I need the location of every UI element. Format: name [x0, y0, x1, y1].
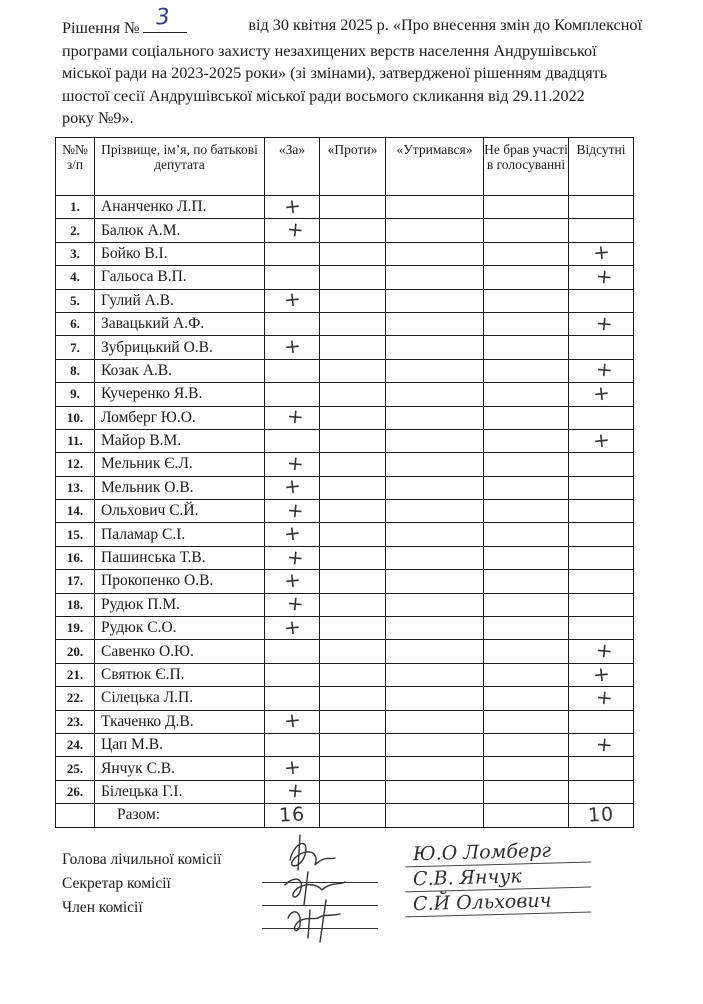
total-abstain-cell [386, 804, 484, 827]
vote-mark: + [282, 707, 302, 734]
vote-cell-absent [569, 196, 634, 219]
table-row [56, 710, 634, 733]
deputy-name: Ткаченко Д.В. [95, 710, 265, 733]
vote-cell-abstain [386, 570, 484, 593]
header-absent: Відсутні [569, 138, 634, 196]
total-for: 16 [278, 803, 306, 828]
vote-cell-not-voted [484, 780, 569, 803]
header-against: «Проти» [320, 138, 386, 196]
vote-mark: + [591, 660, 611, 687]
vote-cell-abstain [386, 710, 484, 733]
vote-cell-for [265, 546, 320, 569]
vote-cell-against [320, 757, 386, 780]
row-number: 17. [56, 570, 95, 593]
vote-cell-abstain [386, 219, 484, 242]
vote-cell-absent [569, 239, 634, 266]
row-number: 26. [56, 780, 95, 803]
table-row [56, 663, 634, 686]
vote-mark: + [591, 426, 611, 453]
vote-cell-abstain [386, 617, 484, 640]
vote-cell-absent [569, 523, 634, 546]
deputy-name: Білецька Г.І. [95, 780, 265, 803]
table-row [56, 359, 634, 382]
vote-cell-against [320, 312, 386, 335]
vote-cell-abstain [386, 476, 484, 499]
deputy-name: Кучеренко Я.В. [95, 383, 265, 406]
table-row [56, 406, 634, 429]
deputy-name: Рудюк С.О. [95, 617, 265, 640]
row-number: 20. [56, 640, 95, 663]
table-row [56, 780, 634, 803]
chair-name: Ю.О Ломберг [405, 838, 592, 868]
vote-cell-absent [569, 637, 634, 664]
vote-cell-abstain [386, 242, 484, 265]
vote-cell-against [320, 219, 386, 242]
vote-cell-absent [569, 546, 634, 569]
vote-cell-for [265, 450, 320, 476]
deputy-name: Гальоса В.П. [95, 266, 265, 289]
row-number: 22. [56, 687, 95, 710]
row-number: 5. [56, 289, 95, 312]
vote-cell-against [320, 570, 386, 593]
vote-cell-abstain [386, 757, 484, 780]
row-number: 12. [56, 453, 95, 476]
vote-cell-against [320, 196, 386, 219]
vote-mark: + [594, 637, 614, 664]
vote-cell-abstain [386, 312, 484, 335]
vote-cell-absent [569, 684, 634, 710]
vote-cell-not-voted [484, 336, 569, 359]
vote-mark: + [285, 497, 305, 523]
row-number: 7. [56, 336, 95, 359]
vote-cell-against [320, 289, 386, 312]
vote-cell-abstain [386, 733, 484, 756]
member-name: С.Й Ольхович [405, 888, 592, 918]
vote-cell-for [265, 383, 320, 406]
vote-cell-not-voted [484, 266, 569, 289]
deputy-name: Прокопенко О.В. [95, 570, 265, 593]
vote-cell-for [265, 590, 320, 617]
vote-cell-against [320, 453, 386, 476]
vote-cell-absent [569, 312, 634, 335]
vote-cell-absent [569, 406, 634, 429]
vote-cell-abstain [386, 593, 484, 616]
vote-cell-not-voted [484, 733, 569, 756]
table-row [56, 757, 634, 780]
table-row [56, 219, 634, 242]
table-row [56, 429, 634, 452]
vote-mark: + [285, 778, 305, 804]
vote-cell-for [265, 567, 320, 593]
vote-cell-against [320, 500, 386, 523]
vote-mark: + [594, 263, 614, 289]
vote-cell-abstain [386, 196, 484, 219]
vote-cell-against [320, 687, 386, 710]
table-row [56, 593, 634, 616]
vote-cell-absent [569, 453, 634, 476]
total-against-cell [320, 804, 386, 827]
vote-cell-absent [569, 617, 634, 640]
vote-cell-not-voted [484, 523, 569, 546]
vote-cell-for [265, 687, 320, 710]
vote-cell-against [320, 640, 386, 663]
vote-cell-absent [569, 476, 634, 499]
vote-cell-abstain [386, 640, 484, 663]
decision-number: 3 [155, 4, 172, 31]
row-number: 21. [56, 663, 95, 686]
deputy-name: Сілецька Л.П. [95, 687, 265, 710]
deputy-name: Ананченко Л.П. [95, 196, 265, 219]
deputy-name: Савенко О.Ю. [95, 640, 265, 663]
member-label: Член комісії [62, 899, 143, 916]
deputy-name: Завацький А.Ф. [95, 312, 265, 335]
vote-cell-against [320, 266, 386, 289]
voting-table-body [56, 192, 634, 804]
vote-cell-abstain [386, 687, 484, 710]
vote-cell-for [265, 192, 320, 219]
vote-cell-against [320, 546, 386, 569]
vote-cell-for [265, 266, 320, 289]
vote-cell-for [265, 216, 320, 243]
vote-mark: + [285, 590, 305, 617]
header-line-5: року №9». [62, 109, 134, 127]
vote-cell-for [265, 497, 320, 523]
row-number: 4. [56, 266, 95, 289]
signature-labels [62, 848, 221, 920]
table-row [56, 336, 634, 359]
vote-mark: + [282, 192, 302, 219]
vote-cell-against [320, 336, 386, 359]
vote-cell-absent [569, 500, 634, 523]
vote-cell-not-voted [484, 476, 569, 499]
row-number: 6. [56, 312, 95, 335]
vote-mark: + [285, 544, 305, 570]
deputy-name: Гулий А.В. [95, 289, 265, 312]
vote-cell-not-voted [484, 617, 569, 640]
deputy-name: Бойко В.І. [95, 242, 265, 265]
row-number: 15. [56, 523, 95, 546]
vote-cell-not-voted [484, 312, 569, 335]
row-number: 2. [56, 219, 95, 242]
table-row [56, 242, 634, 265]
table-row [56, 570, 634, 593]
vote-cell-abstain [386, 453, 484, 476]
vote-cell-for [265, 286, 320, 313]
vote-mark: + [594, 310, 614, 336]
vote-mark: + [594, 356, 614, 383]
header-line-3: міської ради на 2023-2025 роки» (зі змінами), затвердженої рішенням двадцять [62, 64, 608, 82]
vote-cell-for [265, 242, 320, 265]
secretary-label: Секретар комісії [62, 875, 171, 892]
voting-table [55, 137, 634, 828]
row-number: 11. [56, 429, 95, 452]
vote-cell-for [265, 707, 320, 734]
deputy-name: Балюк А.М. [95, 219, 265, 242]
deputy-name: Пашинська Т.В. [95, 546, 265, 569]
vote-cell-not-voted [484, 383, 569, 406]
table-row [56, 500, 634, 523]
vote-mark: + [591, 380, 611, 406]
deputy-name: Мельник Є.Л. [95, 453, 265, 476]
row-number: 10. [56, 406, 95, 429]
vote-cell-abstain [386, 663, 484, 686]
vote-cell-not-voted [484, 593, 569, 616]
deputy-name: Майор В.М. [95, 429, 265, 452]
vote-cell-absent [569, 336, 634, 359]
vote-mark: + [282, 613, 302, 640]
vote-cell-abstain [386, 359, 484, 382]
vote-cell-against [320, 383, 386, 406]
row-number: 24. [56, 733, 95, 756]
vote-mark: + [282, 754, 302, 780]
vote-cell-for [265, 733, 320, 756]
table-header-row [56, 138, 634, 196]
deputy-name: Мельник О.В. [95, 476, 265, 499]
vote-cell-not-voted [484, 663, 569, 686]
vote-cell-for [265, 520, 320, 546]
vote-cell-absent [569, 289, 634, 312]
vote-cell-abstain [386, 289, 484, 312]
total-not-voted-cell [484, 804, 569, 827]
vote-mark: + [285, 403, 305, 430]
deputy-name: Козак А.В. [95, 359, 265, 382]
vote-cell-abstain [386, 406, 484, 429]
vote-cell-absent [569, 733, 634, 756]
decision-number-field [143, 4, 187, 33]
deputy-name: Цап М.В. [95, 733, 265, 756]
table-row [56, 266, 634, 289]
vote-cell-against [320, 663, 386, 686]
vote-cell-abstain [386, 546, 484, 569]
deputy-name: Янчук С.В. [95, 757, 265, 780]
vote-cell-not-voted [484, 570, 569, 593]
vote-mark: + [282, 473, 302, 500]
vote-cell-against [320, 733, 386, 756]
total-num-cell [56, 804, 95, 827]
table-row [56, 383, 634, 406]
vote-cell-against [320, 523, 386, 546]
total-absent: 10 [587, 803, 615, 828]
handwritten-names [405, 840, 591, 915]
vote-cell-against [320, 710, 386, 733]
total-label: Разом: [95, 804, 265, 827]
header-line-2: програми соціального захисту незахищених верств населення Андрушівської [62, 41, 597, 60]
row-number: 1. [56, 196, 95, 219]
vote-mark: + [594, 731, 614, 757]
vote-cell-absent [569, 426, 634, 453]
vote-cell-abstain [386, 336, 484, 359]
vote-cell-absent [569, 660, 634, 687]
row-number: 13. [56, 476, 95, 499]
vote-cell-not-voted [484, 429, 569, 452]
vote-cell-against [320, 780, 386, 803]
vote-cell-abstain [386, 523, 484, 546]
vote-cell-abstain [386, 780, 484, 803]
table-row [56, 617, 634, 640]
vote-cell-against [320, 406, 386, 429]
vote-cell-not-voted [484, 406, 569, 429]
vote-mark: + [282, 520, 302, 546]
secretary-name: С.В. Янчук [405, 863, 592, 893]
deputy-name: Ольхович С.Й. [95, 500, 265, 523]
header-line-4: шостої сесії Андрушівської міської ради восьмого скликання від 29.11.2022 [62, 86, 585, 105]
vote-cell-not-voted [484, 242, 569, 265]
decision-date-title: від 30 квітня 2025 р. «Про внесення змін до Комплексної [248, 16, 642, 34]
vote-cell-against [320, 242, 386, 265]
total-for-cell [265, 804, 320, 827]
table-row [56, 476, 634, 499]
vote-cell-against [320, 359, 386, 382]
vote-cell-abstain [386, 500, 484, 523]
vote-cell-absent [569, 380, 634, 406]
row-number: 8. [56, 359, 95, 382]
row-number: 16. [56, 546, 95, 569]
deputy-name: Ломберг Ю.О. [95, 406, 265, 429]
decision-label: Рішення № [62, 19, 140, 37]
header-not-voted: Не брав участі в голосуванні [484, 138, 569, 196]
vote-cell-not-voted [484, 640, 569, 663]
table-row [56, 546, 634, 569]
vote-cell-against [320, 617, 386, 640]
vote-cell-for [265, 473, 320, 500]
vote-cell-against [320, 593, 386, 616]
total-row [56, 804, 634, 827]
row-number: 23. [56, 710, 95, 733]
vote-cell-not-voted [484, 196, 569, 219]
header-name: Прізвище, ім’я, по батькові депутата [95, 138, 265, 196]
table-row [56, 687, 634, 710]
vote-cell-for [265, 640, 320, 663]
row-number: 18. [56, 593, 95, 616]
row-number: 3. [56, 242, 95, 265]
vote-mark: + [285, 450, 305, 476]
vote-mark: + [285, 216, 305, 243]
deputy-name: Рудюк П.М. [95, 593, 265, 616]
vote-cell-against [320, 476, 386, 499]
vote-cell-not-voted [484, 359, 569, 382]
vote-cell-absent [569, 570, 634, 593]
vote-cell-for [265, 780, 320, 803]
table-row [56, 196, 634, 219]
vote-cell-not-voted [484, 500, 569, 523]
vote-cell-not-voted [484, 687, 569, 710]
vote-cell-absent [569, 593, 634, 616]
decision-header [62, 4, 642, 130]
vote-cell-for [265, 613, 320, 640]
header-line-1 [62, 4, 642, 40]
row-number: 19. [56, 617, 95, 640]
handwritten-signatures-image [270, 830, 365, 945]
vote-cell-absent [569, 219, 634, 242]
vote-cell-not-voted [484, 757, 569, 780]
vote-cell-abstain [386, 429, 484, 452]
row-number: 25. [56, 757, 95, 780]
vote-mark: + [282, 286, 302, 313]
vote-cell-abstain [386, 383, 484, 406]
vote-mark: + [594, 684, 614, 710]
vote-cell-for [265, 333, 320, 359]
table-row [56, 289, 634, 312]
vote-cell-not-voted [484, 710, 569, 733]
vote-cell-abstain [386, 266, 484, 289]
vote-mark: + [282, 567, 302, 593]
vote-cell-against [320, 429, 386, 452]
table-row [56, 453, 634, 476]
deputy-name: Святюк Є.П. [95, 663, 265, 686]
table-row [56, 733, 634, 756]
header-abstain: «Утримався» [386, 138, 484, 196]
header-for: «За» [265, 138, 320, 196]
vote-cell-absent [569, 710, 634, 733]
vote-cell-for [265, 754, 320, 780]
vote-cell-not-voted [484, 546, 569, 569]
vote-mark: + [591, 239, 611, 266]
vote-cell-for [265, 403, 320, 430]
vote-cell-absent [569, 757, 634, 780]
total-absent-cell [569, 804, 634, 827]
vote-cell-for [265, 663, 320, 686]
vote-cell-absent [569, 780, 634, 803]
vote-cell-not-voted [484, 289, 569, 312]
table-row [56, 312, 634, 335]
vote-cell-not-voted [484, 219, 569, 242]
chair-label: Голова лічильної комісії [62, 851, 222, 868]
vote-cell-for [265, 359, 320, 382]
header-num: №№ з/п [56, 138, 95, 196]
vote-cell-for [265, 312, 320, 335]
table-row [56, 640, 634, 663]
table-row [56, 523, 634, 546]
deputy-name: Зубрицький О.В. [95, 336, 265, 359]
row-number: 14. [56, 500, 95, 523]
vote-mark: + [282, 333, 302, 359]
vote-cell-for [265, 429, 320, 452]
vote-cell-not-voted [484, 453, 569, 476]
vote-cell-absent [569, 356, 634, 383]
vote-cell-absent [569, 263, 634, 289]
row-number: 9. [56, 383, 95, 406]
deputy-name: Паламар С.І. [95, 523, 265, 546]
